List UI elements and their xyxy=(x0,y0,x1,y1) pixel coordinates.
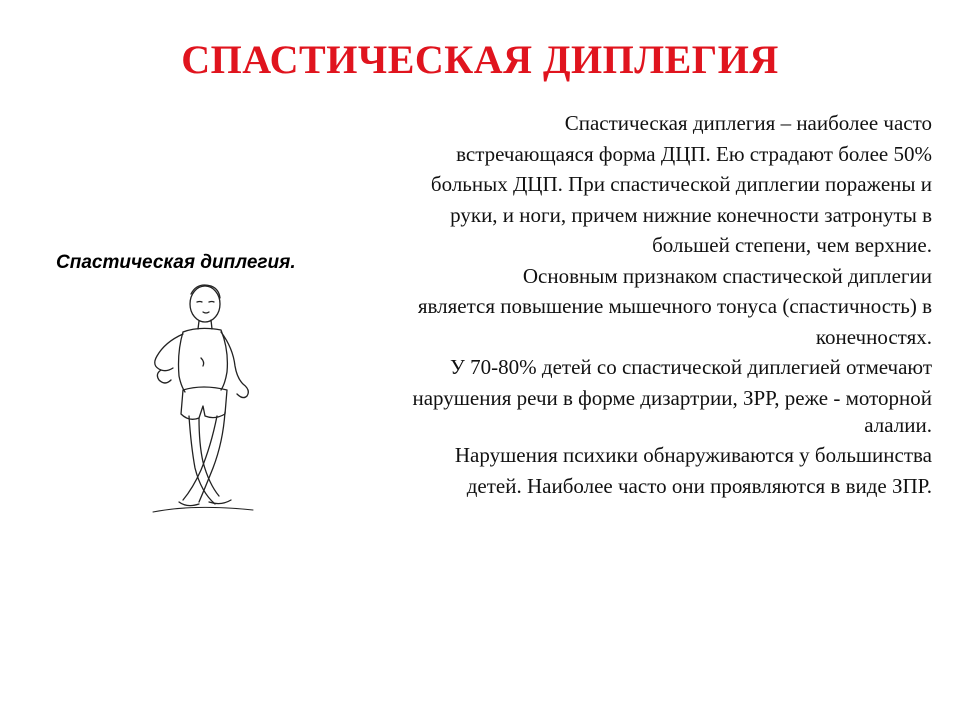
paragraph: конечностях. xyxy=(815,324,932,349)
body-text xyxy=(400,110,932,503)
paragraph: встречающаяся форма ДЦП. Ею страдают более 50% xyxy=(456,141,932,166)
paragraph: Нарушения психики обнаруживаются у большинства xyxy=(454,443,932,467)
slide-title: СПАСТИЧЕСКАЯ ДИПЛЕГИЯ xyxy=(181,37,779,82)
paragraph: Основным признаком спастической диплегии xyxy=(522,263,932,288)
paragraph: нарушения речи в форме дизартрии, ЗРР, реже - моторной алалии. xyxy=(412,385,932,437)
paragraph: У 70-80% детей со спастической диплегией отмечают xyxy=(450,355,932,379)
paragraph: руки, и ноги, причем нижние конечности затронуты в xyxy=(450,202,932,227)
figure-caption: Спастическая диплегия. xyxy=(56,252,296,273)
child-illustration xyxy=(125,280,260,520)
paragraph: больных ДЦП. При спастической диплегии поражены и xyxy=(430,172,932,196)
paragraph: детей. Наиболее часто они проявляются в виде ЗПР. xyxy=(466,473,932,498)
paragraph: большей степени, чем верхние. xyxy=(652,233,932,257)
body-text-area xyxy=(400,110,932,710)
paragraph: является повышение мышечного тонуса (спастичность) в xyxy=(417,294,932,318)
paragraph: Спастическая диплегия – наиболее часто xyxy=(564,111,932,135)
